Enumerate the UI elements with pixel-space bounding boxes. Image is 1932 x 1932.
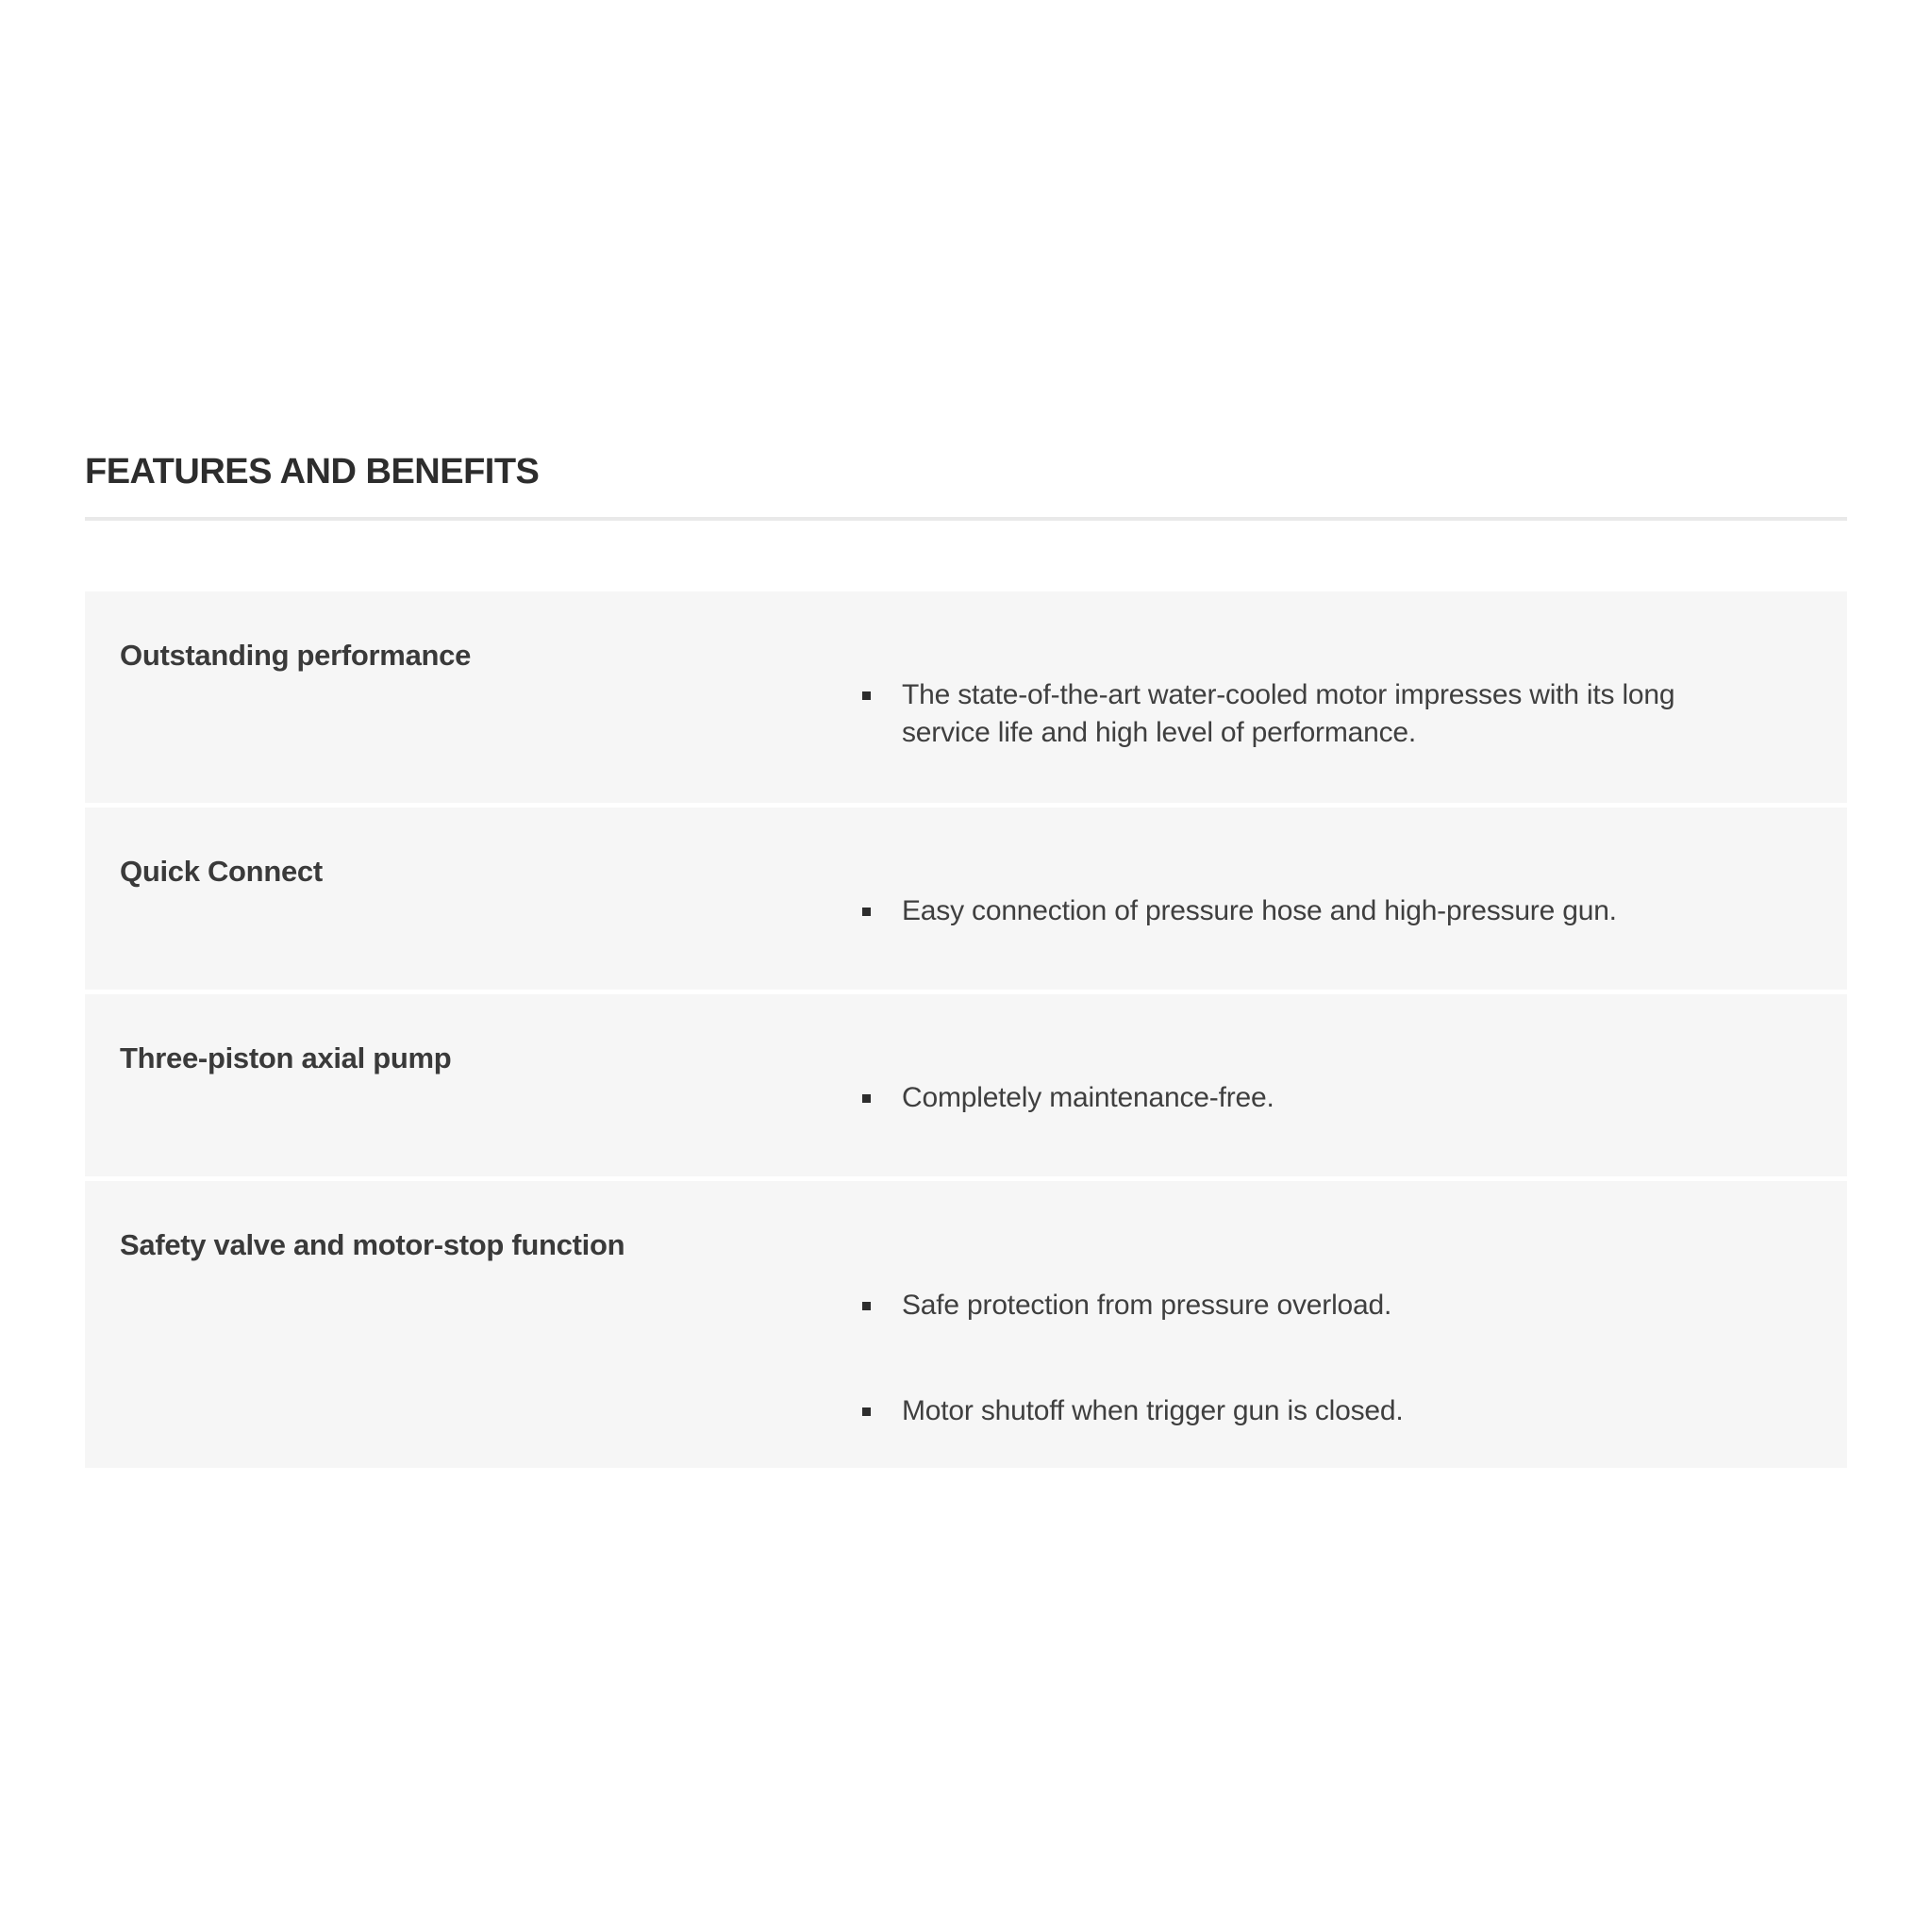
feature-title: Three-piston axial pump [120,1041,452,1074]
feature-row-quick-connect [85,808,1847,990]
bullet-list [862,892,1828,930]
bullet-text: Easy connection of pressure hose and high-pressure gun. [902,895,1617,926]
list-item [862,1079,1796,1117]
list-item [862,1287,1796,1324]
section-divider [85,517,1847,521]
feature-row-safety-valve-motor-stop [85,1181,1847,1468]
list-item [862,1392,1796,1430]
bullet-icon [862,691,871,700]
feature-rows [85,591,1847,1468]
bullet-icon [862,1094,871,1103]
feature-bullets-column [862,808,1847,990]
feature-title: Outstanding performance [120,639,472,672]
bullet-text: The state-of-the-art water-cooled motor impresses with its long service life and high level of performance. [902,679,1675,748]
bullet-icon [862,1407,871,1416]
bullet-icon [862,908,871,916]
feature-title-column [85,994,862,1176]
section-title: FEATURES AND BENEFITS [85,452,540,491]
feature-row-outstanding-performance [85,591,1847,803]
feature-title-column [85,1181,862,1468]
bullet-list [862,1079,1828,1117]
bullet-list [862,1287,1828,1430]
feature-row-three-piston-axial-pump [85,994,1847,1176]
bullet-text: Completely maintenance-free. [902,1082,1274,1113]
feature-title-column [85,591,862,803]
feature-bullets-column [862,1181,1847,1468]
bullet-text: Safe protection from pressure overload. [902,1290,1392,1321]
feature-title: Safety valve and motor-stop function [120,1228,625,1261]
bullet-text: Motor shutoff when trigger gun is closed. [902,1395,1404,1426]
bullet-icon [862,1302,871,1310]
bullet-list [862,676,1828,752]
feature-bullets-column [862,591,1847,803]
feature-bullets-column [862,994,1847,1176]
list-item [862,892,1796,930]
feature-title-column [85,808,862,990]
feature-title: Quick Connect [120,855,323,888]
list-item [862,676,1796,752]
content-area [85,0,1847,1468]
